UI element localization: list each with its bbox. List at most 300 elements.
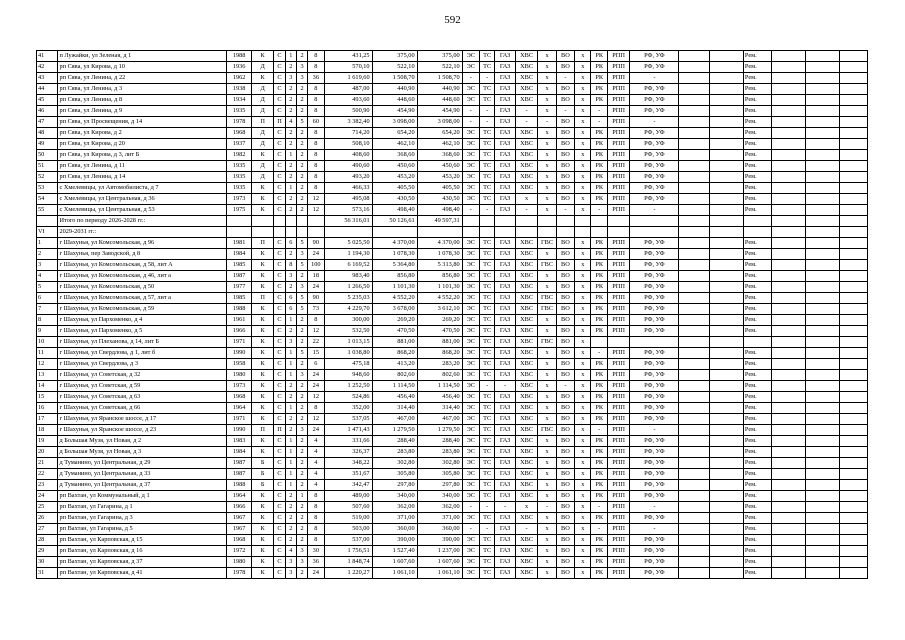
cell-s8: РК — [591, 293, 607, 304]
cell-s11 — [679, 238, 710, 249]
cell-no: 48 — [37, 128, 58, 139]
cell-s15 — [806, 62, 840, 73]
table-row — [37, 249, 868, 260]
cell-s11 — [679, 469, 710, 480]
cell-area_2: 868,20 — [417, 348, 462, 359]
cell-s11 — [679, 161, 710, 172]
cell-s14 — [771, 414, 806, 425]
cell-s4: ХВС — [515, 84, 538, 95]
cell-s15 — [806, 447, 840, 458]
cell-s11 — [679, 150, 710, 161]
cell-s9: РПП — [607, 304, 630, 315]
table-row — [37, 469, 868, 480]
cell-s5: ГВС — [538, 304, 556, 315]
cell-entrances: 3 — [296, 370, 307, 381]
cell-s6: ВО — [556, 447, 574, 458]
cell-s7 — [575, 227, 591, 238]
cell-s5: х — [538, 447, 556, 458]
cell-address: г Шахунья, ул Советская, д 32 — [58, 370, 227, 381]
cell-no: 49 — [37, 139, 58, 150]
cell-s11 — [679, 370, 710, 381]
cell-address: рп Вахтан, ул Карповская, д 15 — [58, 535, 227, 546]
cell-s15 — [806, 359, 840, 370]
cell-s9: РПП — [607, 238, 630, 249]
cell-s1: - — [462, 106, 479, 117]
cell-s11 — [679, 216, 710, 227]
cell-s8: РК — [591, 139, 607, 150]
cell-s8: РК — [591, 271, 607, 282]
cell-area_2: 283,20 — [417, 359, 462, 370]
cell-s7: х — [575, 51, 591, 62]
cell-address: рп Сява, ул Ленина, д 11 — [58, 161, 227, 172]
cell-s6: ВО — [556, 568, 574, 579]
cell-s8 — [591, 337, 607, 348]
cell-no: 22 — [37, 469, 58, 480]
cell-area_2: 654,20 — [417, 128, 462, 139]
cell-s14 — [771, 216, 806, 227]
cell-address: г Шахунья, ул Комсомольская, д 96 — [58, 238, 227, 249]
cell-no: 43 — [37, 73, 58, 84]
cell-s8: РК — [591, 183, 607, 194]
cell-s4: ХВС — [515, 480, 538, 491]
cell-year: 1982 — [227, 150, 252, 161]
cell-s2: ТС — [480, 249, 495, 260]
cell-s4: ХВС — [515, 337, 538, 348]
cell-area_2: 362,00 — [417, 502, 462, 513]
cell-s1: - — [462, 73, 479, 84]
cell-area_total: 6 169,52 — [324, 260, 372, 271]
cell-area_1: 654,20 — [372, 128, 417, 139]
cell-s6: ВО — [556, 458, 574, 469]
cell-s16 — [840, 436, 868, 447]
cell-mat: С — [274, 414, 285, 425]
cell-mat: С — [274, 106, 285, 117]
cell-area_total: 500,90 — [324, 106, 372, 117]
cell-s9: РПП — [607, 150, 630, 161]
cell-entrances: 5 — [296, 304, 307, 315]
cell-floors: 1 — [285, 51, 296, 62]
cell-s4: ХВС — [515, 150, 538, 161]
cell-mat: С — [274, 260, 285, 271]
cell-s14 — [771, 458, 806, 469]
cell-mat: С — [274, 568, 285, 579]
cell-no: VI — [37, 227, 58, 238]
cell-floors: 2 — [285, 502, 296, 513]
cell-s13: Рем. — [743, 139, 771, 150]
cell-s10: РФ, УФ — [630, 128, 679, 139]
table-row — [37, 271, 868, 282]
cell-s5: х — [538, 370, 556, 381]
cell-s14 — [771, 249, 806, 260]
cell-entrances: 2 — [296, 458, 307, 469]
cell-s3: ГАЗ — [495, 326, 515, 337]
cell-type: Б — [251, 458, 274, 469]
cell-entrances: 2 — [296, 150, 307, 161]
cell-s7: х — [575, 469, 591, 480]
cell-s6: ВО — [556, 282, 574, 293]
cell-s16 — [840, 502, 868, 513]
cell-year: 1935 — [227, 161, 252, 172]
table-row — [37, 304, 868, 315]
cell-area_1: 269,20 — [372, 315, 417, 326]
cell-s16 — [840, 403, 868, 414]
cell-area_2: 881,00 — [417, 337, 462, 348]
cell-s12 — [710, 95, 744, 106]
cell-s1: ЭС — [462, 183, 479, 194]
cell-area_2: 371,00 — [417, 513, 462, 524]
cell-area_total: 342,47 — [324, 480, 372, 491]
cell-s14 — [771, 546, 806, 557]
cell-s16 — [840, 73, 868, 84]
table-row — [37, 447, 868, 458]
cell-year — [227, 227, 252, 238]
cell-s4: ХВС — [515, 469, 538, 480]
cell-s2: ТС — [480, 183, 495, 194]
cell-no: 15 — [37, 392, 58, 403]
cell-s13: Рем. — [743, 557, 771, 568]
cell-s13: Рем. — [743, 117, 771, 128]
cell-s13: Рем. — [743, 381, 771, 392]
cell-s7: х — [575, 271, 591, 282]
cell-s3: ГАЗ — [495, 128, 515, 139]
cell-s9: РПП — [607, 139, 630, 150]
cell-area_2: 450,60 — [417, 161, 462, 172]
cell-area_total: 1 471,43 — [324, 425, 372, 436]
cell-entrances: 2 — [296, 95, 307, 106]
cell-s3: ГАЗ — [495, 524, 515, 535]
cell-year: 1964 — [227, 491, 252, 502]
cell-type: Д — [251, 84, 274, 95]
cell-area_total: 1 756,51 — [324, 546, 372, 557]
cell-s5: х — [538, 469, 556, 480]
cell-area_2: 5 313,80 — [417, 260, 462, 271]
cell-mat: С — [274, 337, 285, 348]
cell-s12 — [710, 546, 744, 557]
cell-s12 — [710, 150, 744, 161]
cell-no: 2 — [37, 249, 58, 260]
cell-s1: ЭС — [462, 238, 479, 249]
cell-s3: ГАЗ — [495, 513, 515, 524]
table-row — [37, 480, 868, 491]
cell-floors — [285, 216, 296, 227]
table-row — [37, 491, 868, 502]
cell-s11 — [679, 194, 710, 205]
cell-entrances: 3 — [296, 249, 307, 260]
cell-s11 — [679, 436, 710, 447]
cell-area_1: 3 678,00 — [372, 304, 417, 315]
cell-s2: - — [480, 381, 495, 392]
cell-s11 — [679, 95, 710, 106]
cell-floors: 2 — [285, 161, 296, 172]
cell-area_total: 507,60 — [324, 502, 372, 513]
cell-s6: ВО — [556, 51, 574, 62]
cell-s15 — [806, 370, 840, 381]
table-row — [37, 238, 868, 249]
cell-s7: х — [575, 62, 591, 73]
cell-s10: РФ, УФ — [630, 436, 679, 447]
cell-s6: ВО — [556, 557, 574, 568]
cell-type: Д — [251, 62, 274, 73]
cell-s12 — [710, 381, 744, 392]
cell-s2: ТС — [480, 326, 495, 337]
cell-s14 — [771, 282, 806, 293]
cell-s2: ТС — [480, 260, 495, 271]
cell-s11 — [679, 546, 710, 557]
cell-s16 — [840, 546, 868, 557]
cell-s6: ВО — [556, 546, 574, 557]
cell-s1: ЭС — [462, 469, 479, 480]
housing-repair-table-sheet — [36, 50, 868, 579]
cell-s2: ТС — [480, 491, 495, 502]
cell-entrances: 2 — [296, 447, 307, 458]
cell-s16 — [840, 271, 868, 282]
cell-s5 — [538, 227, 556, 238]
cell-s6: ВО — [556, 469, 574, 480]
cell-s6: ВО — [556, 172, 574, 183]
cell-s11 — [679, 106, 710, 117]
cell-s6: ВО — [556, 348, 574, 359]
cell-address: рп Сява, ул Ленина, д 3 — [58, 84, 227, 95]
table-row — [37, 95, 868, 106]
cell-s4: ХВС — [515, 447, 538, 458]
cell-s5: х — [538, 392, 556, 403]
cell-s2: - — [480, 117, 495, 128]
cell-s2: ТС — [480, 348, 495, 359]
cell-area_total: 948,60 — [324, 370, 372, 381]
cell-floors: 1 — [285, 359, 296, 370]
cell-year: 1987 — [227, 458, 252, 469]
cell-entrances: 2 — [296, 414, 307, 425]
cell-year: 1958 — [227, 359, 252, 370]
cell-address: рп Вахтан, ул Карповская, д 16 — [58, 546, 227, 557]
cell-apartments: 90 — [308, 238, 324, 249]
cell-type: К — [251, 359, 274, 370]
cell-mat: С — [274, 128, 285, 139]
cell-floors: 3 — [285, 271, 296, 282]
cell-s7: х — [575, 326, 591, 337]
cell-floors: 1 — [285, 458, 296, 469]
cell-s12 — [710, 392, 744, 403]
cell-s8: РК — [591, 282, 607, 293]
cell-address: рп Вахтан, ул Гагарина, д 1 — [58, 502, 227, 513]
table-row — [37, 392, 868, 403]
table-row — [37, 128, 868, 139]
cell-s3: ГАЗ — [495, 150, 515, 161]
cell-s14 — [771, 106, 806, 117]
cell-s2: ТС — [480, 469, 495, 480]
cell-s16 — [840, 392, 868, 403]
cell-s14 — [771, 447, 806, 458]
cell-s13: Рем. — [743, 271, 771, 282]
cell-s1: ЭС — [462, 370, 479, 381]
cell-area_total: 1 194,30 — [324, 249, 372, 260]
cell-s7: х — [575, 480, 591, 491]
cell-s2: ТС — [480, 370, 495, 381]
cell-apartments: 36 — [308, 557, 324, 568]
cell-mat: П — [274, 117, 285, 128]
cell-s13: Рем. — [743, 458, 771, 469]
cell-area_total: 1 220,27 — [324, 568, 372, 579]
cell-s15 — [806, 414, 840, 425]
cell-s13: Рем. — [743, 315, 771, 326]
cell-s14 — [771, 381, 806, 392]
cell-s2: ТС — [480, 425, 495, 436]
cell-s8: РК — [591, 491, 607, 502]
cell-entrances: 2 — [296, 524, 307, 535]
cell-s5: х — [538, 480, 556, 491]
cell-area_total: 351,67 — [324, 469, 372, 480]
cell-s7: х — [575, 282, 591, 293]
cell-s3 — [495, 216, 515, 227]
cell-s11 — [679, 326, 710, 337]
cell-s8: РК — [591, 458, 607, 469]
cell-apartments: 8 — [308, 128, 324, 139]
cell-s13: Рем. — [743, 73, 771, 84]
table-row — [37, 546, 868, 557]
cell-address: п Лужайки, ул Зеленая, д 1 — [58, 51, 227, 62]
cell-s5: ГВС — [538, 260, 556, 271]
cell-s1: ЭС — [462, 95, 479, 106]
cell-s8: РК — [591, 546, 607, 557]
cell-s7: х — [575, 502, 591, 513]
cell-area_total: 326,37 — [324, 447, 372, 458]
cell-s12 — [710, 480, 744, 491]
cell-s15 — [806, 513, 840, 524]
cell-address: рп Сява, ул Кирова, д 10 — [58, 62, 227, 73]
table-row — [37, 216, 868, 227]
cell-s10: РФ, УФ — [630, 392, 679, 403]
cell-s6 — [556, 216, 574, 227]
cell-s6: ВО — [556, 425, 574, 436]
cell-apartments: 24 — [308, 282, 324, 293]
cell-s11 — [679, 172, 710, 183]
cell-entrances: 2 — [296, 51, 307, 62]
cell-area_1: 1 061,10 — [372, 568, 417, 579]
cell-s10: РФ, УФ — [630, 469, 679, 480]
table-row — [37, 282, 868, 293]
cell-s1: ЭС — [462, 194, 479, 205]
cell-area_1: 470,50 — [372, 326, 417, 337]
cell-s12 — [710, 128, 744, 139]
cell-s15 — [806, 51, 840, 62]
cell-s12 — [710, 172, 744, 183]
cell-area_1: 3 098,00 — [372, 117, 417, 128]
cell-s11 — [679, 447, 710, 458]
cell-s16 — [840, 84, 868, 95]
cell-s1: ЭС — [462, 381, 479, 392]
cell-s3: ГАЗ — [495, 95, 515, 106]
cell-floors: 3 — [285, 337, 296, 348]
cell-area_total: 56 316,01 — [324, 216, 372, 227]
cell-s11 — [679, 524, 710, 535]
cell-address: 2029-2031 гг.: — [58, 227, 227, 238]
cell-s8: РК — [591, 304, 607, 315]
cell-s2: ТС — [480, 480, 495, 491]
cell-s12 — [710, 315, 744, 326]
cell-s8: - — [591, 348, 607, 359]
cell-s4: ХВС — [515, 128, 538, 139]
cell-s15 — [806, 458, 840, 469]
cell-s5: х — [538, 282, 556, 293]
cell-s10: РФ, УФ — [630, 326, 679, 337]
cell-no: 26 — [37, 513, 58, 524]
cell-s13: Рем. — [743, 62, 771, 73]
cell-area_total: 1 038,80 — [324, 348, 372, 359]
cell-s9: РПП — [607, 205, 630, 216]
cell-s7: х — [575, 359, 591, 370]
cell-area_1: 450,60 — [372, 161, 417, 172]
cell-mat: С — [274, 381, 285, 392]
cell-s16 — [840, 425, 868, 436]
cell-no: 47 — [37, 117, 58, 128]
cell-floors: 6 — [285, 304, 296, 315]
cell-s5: х — [538, 150, 556, 161]
cell-s16 — [840, 194, 868, 205]
cell-year: 1966 — [227, 326, 252, 337]
cell-address: с Хмелевицы, ул Автомобилиста, д 7 — [58, 183, 227, 194]
cell-type: Д — [251, 139, 274, 150]
cell-area_total: 1 848,74 — [324, 557, 372, 568]
cell-year: 1968 — [227, 535, 252, 546]
cell-s2: ТС — [480, 546, 495, 557]
cell-s16 — [840, 315, 868, 326]
cell-s3: ГАЗ — [495, 425, 515, 436]
cell-mat: С — [274, 139, 285, 150]
cell-s7: х — [575, 238, 591, 249]
cell-no: 1 — [37, 238, 58, 249]
cell-floors: 2 — [285, 425, 296, 436]
cell-s6: ВО — [556, 392, 574, 403]
cell-s13: Рем. — [743, 282, 771, 293]
cell-area_1: 462,10 — [372, 139, 417, 150]
cell-s10: РФ, УФ — [630, 491, 679, 502]
cell-entrances: 2 — [296, 84, 307, 95]
cell-s10: РФ, УФ — [630, 150, 679, 161]
cell-s13: Рем. — [743, 359, 771, 370]
cell-s2: ТС — [480, 271, 495, 282]
cell-s4: ХВС — [515, 95, 538, 106]
cell-s15 — [806, 73, 840, 84]
cell-mat — [274, 216, 285, 227]
cell-s4: - — [515, 205, 538, 216]
cell-s13: Рем. — [743, 403, 771, 414]
cell-apartments: 22 — [308, 337, 324, 348]
cell-s10: РФ, УФ — [630, 370, 679, 381]
cell-s2: ТС — [480, 447, 495, 458]
cell-mat: С — [274, 480, 285, 491]
cell-s5: х — [538, 161, 556, 172]
cell-address: г Шахунья, ул Комсомольская, д 59 — [58, 304, 227, 315]
cell-mat: С — [274, 95, 285, 106]
cell-floors: 2 — [285, 95, 296, 106]
cell-floors: 2 — [285, 535, 296, 546]
cell-s1: ЭС — [462, 403, 479, 414]
cell-area_1: 340,00 — [372, 491, 417, 502]
cell-apartments — [308, 227, 324, 238]
cell-s4: ХВС — [515, 414, 538, 425]
cell-area_1: 375,00 — [372, 51, 417, 62]
cell-entrances: 2 — [296, 568, 307, 579]
table-row — [37, 73, 868, 84]
cell-s13: Рем. — [743, 524, 771, 535]
housing-repair-table — [36, 50, 868, 579]
cell-s2: ТС — [480, 194, 495, 205]
cell-s15 — [806, 260, 840, 271]
cell-s7: х — [575, 150, 591, 161]
table-row — [37, 337, 868, 348]
cell-s11 — [679, 249, 710, 260]
cell-s1: - — [462, 117, 479, 128]
